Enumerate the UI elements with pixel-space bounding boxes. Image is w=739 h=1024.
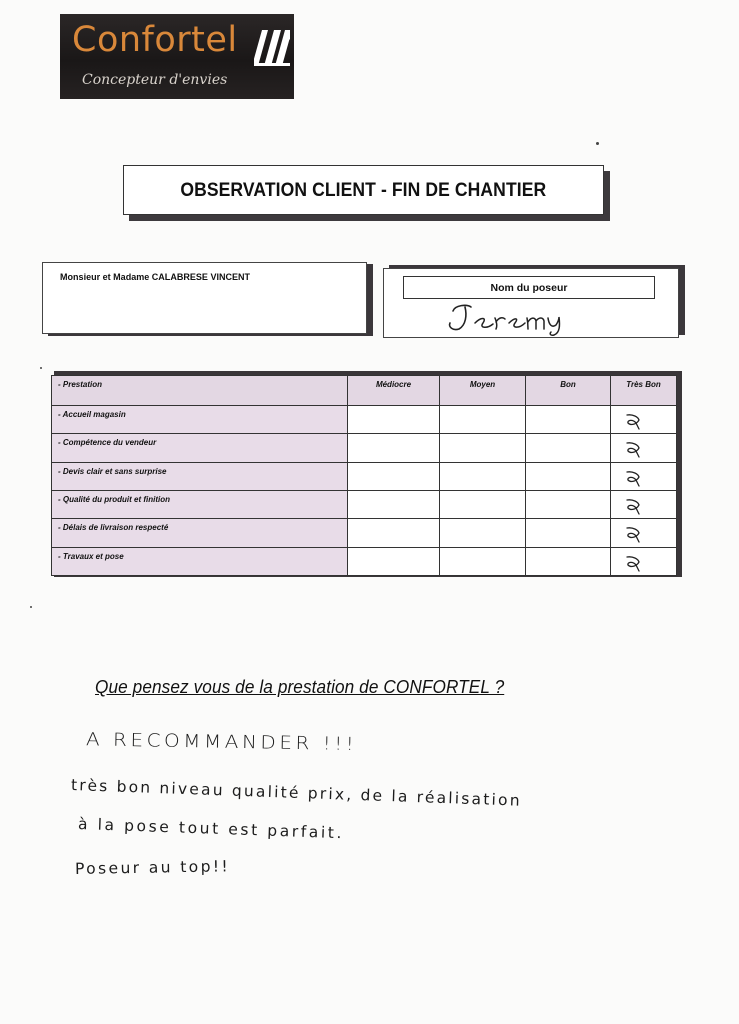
table-row — [52, 462, 677, 490]
poseur-label: Nom du poseur — [403, 276, 655, 299]
cell-bon — [526, 519, 611, 547]
scan-speck — [40, 367, 42, 369]
table-row — [52, 490, 677, 518]
cell-moyen — [440, 547, 526, 575]
cell-tres-bon — [611, 547, 677, 575]
scan-speck — [30, 606, 32, 608]
cell-tres-bon — [611, 406, 677, 434]
handwritten-line-2: très bon niveau qualité prix, de la réalisation — [70, 776, 523, 810]
table-row — [52, 519, 677, 547]
header-mediocre: Médiocre — [348, 376, 440, 406]
cell-bon — [526, 490, 611, 518]
handwritten-line-1: A RECOMMANDER !!! — [85, 728, 358, 755]
row-label-qualite: - Qualité du produit et finition — [52, 490, 348, 518]
table-row — [52, 434, 677, 462]
cell-mediocre — [348, 406, 440, 434]
check-mark-icon — [624, 524, 642, 544]
row-label-travaux: - Travaux et pose — [52, 547, 348, 575]
table-header-row — [52, 376, 677, 406]
cell-tres-bon — [611, 462, 677, 490]
cell-bon — [526, 547, 611, 575]
rating-table — [51, 375, 677, 576]
logo-slashes-icon — [254, 30, 290, 68]
cell-mediocre — [348, 490, 440, 518]
row-label-devis: - Devis clair et sans surprise — [52, 462, 348, 490]
cell-moyen — [440, 490, 526, 518]
row-label-accueil: - Accueil magasin — [52, 406, 348, 434]
title-box — [123, 165, 604, 215]
cell-mediocre — [348, 434, 440, 462]
cell-mediocre — [348, 462, 440, 490]
check-mark-icon — [624, 468, 642, 488]
logo-brand-text: Confortel — [72, 20, 238, 60]
cell-tres-bon — [611, 490, 677, 518]
table-row — [52, 547, 677, 575]
page-title: OBSERVATION CLIENT - FIN DE CHANTIER — [180, 178, 547, 201]
question-heading: Que pensez vous de la prestation de CONFORTEL ? — [95, 676, 505, 697]
logo-tagline: Concepteur d'envies — [82, 72, 228, 88]
row-label-delais: - Délais de livraison respecté — [52, 519, 348, 547]
check-mark-icon — [624, 439, 642, 459]
check-mark-icon — [624, 553, 642, 573]
poseur-box — [383, 268, 679, 338]
row-label-competence: - Compétence du vendeur — [52, 434, 348, 462]
client-name: Monsieur et Madame CALABRESE VINCENT — [60, 272, 251, 283]
handwritten-line-3: à la pose tout est parfait. — [77, 815, 345, 843]
cell-tres-bon — [611, 434, 677, 462]
cell-moyen — [440, 434, 526, 462]
check-mark-icon — [624, 411, 642, 431]
cell-bon — [526, 406, 611, 434]
cell-bon — [526, 462, 611, 490]
confortel-logo — [60, 14, 294, 99]
table-row — [52, 406, 677, 434]
cell-tres-bon — [611, 519, 677, 547]
poseur-signature — [439, 301, 569, 337]
handwritten-line-4: Poseur au top!! — [74, 857, 231, 878]
cell-bon — [526, 434, 611, 462]
cell-moyen — [440, 406, 526, 434]
cell-mediocre — [348, 547, 440, 575]
client-box — [42, 262, 367, 334]
cell-moyen — [440, 462, 526, 490]
cell-mediocre — [348, 519, 440, 547]
header-prestation: - Prestation — [52, 376, 348, 406]
scan-speck — [596, 142, 599, 145]
cell-moyen — [440, 519, 526, 547]
header-tres-bon: Très Bon — [611, 376, 677, 406]
header-moyen: Moyen — [440, 376, 526, 406]
header-bon: Bon — [526, 376, 611, 406]
check-mark-icon — [624, 496, 642, 516]
